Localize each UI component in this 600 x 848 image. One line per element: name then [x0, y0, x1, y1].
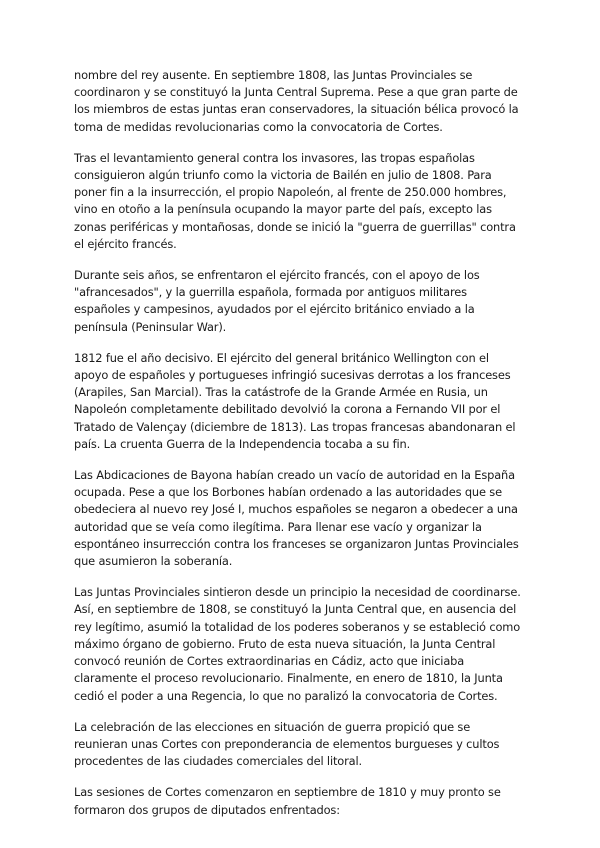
document-page: [74, 67, 526, 833]
paragraph-1812-decisivo: 1812 fue el año decisivo. El ejército del general británico Wellington con el apoyo de españoles y portugueses infringió sucesivas derrotas a los franceses (Arapiles, San Marcial). Tras la catástrofe de la Grande Armée en Rusia, un Napoleón completamente debilitado devolvió la corona a Fernando VII por el Tratado de Valençay (diciembre de 1813). Las tropas francesas abandonaran el país. La cruenta Guerra de la Independencia tocaba a su fin.: [74, 350, 516, 451]
paragraph-levantamiento-general: Tras el levantamiento general contra los invasores, las tropas españolas consiguieron algún triunfo como la victoria de Bailén en julio de 1808. Para poner fin a la insurrección, el propio Napoleón, al frente de 250.000 hombres, vino en otoño a la península ocupando la mayor parte del país, excepto las zonas periféricas y montañosas, donde se inició la "guerra de guerrillas" contra el ejército francés.: [74, 150, 516, 251]
paragraph-abdicaciones-bayona: Las Abdicaciones de Bayona habían creado un vacío de autoridad en la España ocupada. Pese a que los Borbones habían ordenado a las autoridades que se obedeciera al nuevo rey José I, muchos españoles se negaron a obedecer a una autoridad que se veía como ilegítima. Para llenar ese vacío y organizar la espontáneo insurrección contra los franceses se organizaron Juntas Provinciales que asumieron la soberanía.: [74, 468, 519, 569]
paragraph-seis-anos: Durante seis años, se enfrentaron el ejército francés, con el apoyo de los "afrancesados", y la guerrilla española, formada por antiguos militares españoles y campesinos, ayudados por el ejército británico enviado a la península (Peninsular War).: [74, 268, 480, 334]
paragraph-sesiones-cortes: Las sesiones de Cortes comenzaron en septiembre de 1810 y muy pronto se formaron dos grupos de diputados enfrentados:: [74, 785, 501, 817]
paragraph-junta-central-suprema: nombre del rey ausente. En septiembre 1808, las Juntas Provinciales se coordinaron y se constituyó la Junta Central Suprema. Pese a que gran parte de los miembros de estas juntas eran conservadores, la situación bélica provocó la toma de medidas revolucionarias como la convocatoria de Cortes.: [74, 68, 519, 134]
paragraph-celebracion-elecciones: La celebración de las elecciones en situación de guerra propició que se reunieran unas Cortes con preponderancia de elementos burgueses y cultos procedentes de las ciudades comerciales del litoral.: [74, 719, 500, 769]
paragraph-juntas-provinciales: Las Juntas Provinciales sintieron desde un principio la necesidad de coordinarse. Así, en septiembre de 1808, se constituyó la Junta Central que, en ausencia del rey legítimo, asumió la totalidad de los poderes soberanos y se estableció como máximo órgano de gobierno. Fruto de esta nueva situación, la Junta Central convocó reunión de Cortes extraordinarias en Cádiz, acto que iniciaba claramente el proceso revolucionario. Finalmente, en enero de 1810, la Junta cedió el poder a una Regencia, lo que no paralizó la convocatoria de Cortes.: [74, 585, 521, 703]
